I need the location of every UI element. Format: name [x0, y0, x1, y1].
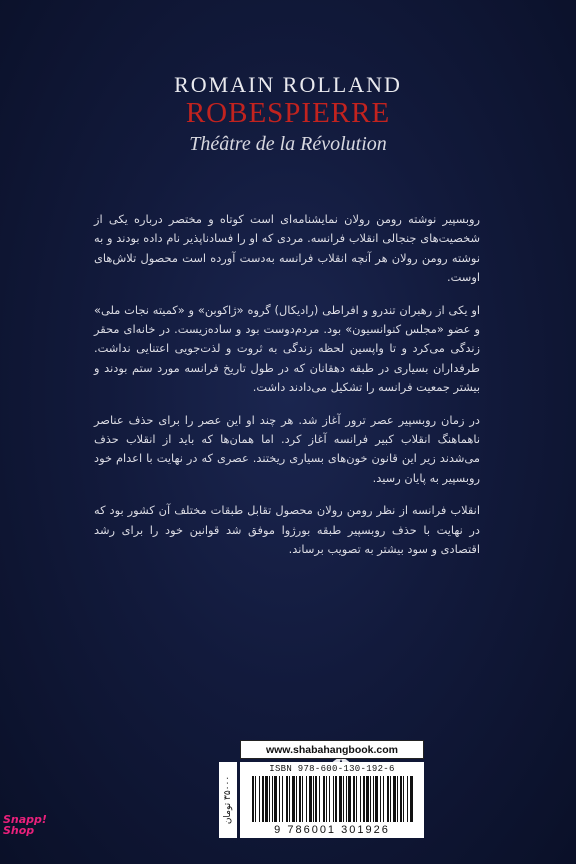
barcode-bar: [410, 776, 413, 822]
barcode-bar: [289, 776, 290, 822]
barcode-bar: [265, 776, 268, 822]
barcode-bar: [393, 776, 396, 822]
barcode-bar: [380, 776, 381, 822]
barcode-bar: [360, 776, 361, 822]
barcode-bar: [252, 776, 254, 822]
barcode-bar: [333, 776, 334, 822]
blurb-paragraph-4: انقلاب فرانسه از نظر رومن رولان محصول تقابل طبقات مختلف آن کشور بود که در نهایت با حذف روبسپیر طبقه بورژوا موفق شد قوانین خود را برای رشد اقتصادی و سود بیشتر به تصویب برساند.: [94, 503, 480, 557]
blurb-paragraph-3: در زمان روبسپیر عصر ترور آغاز شد. هر چند او این عصر را برای حذف عناصر ناهماهنگ انقلاب کبیر فرانسه آغاز کرد. اما همان‌ها که باید از انقلاب حذف می‌شدند زیر این قانون خون‌های بسیاری ریختند. عصری که در نهایت با اعدام خود روبسپیر به پایان رسید.: [94, 412, 480, 485]
barcode-bar: [343, 776, 344, 822]
barcode-bar: [296, 776, 297, 822]
barcode-bar: [366, 776, 369, 822]
barcode-bar: [407, 776, 408, 822]
blurb-paragraph-1: روبسپیر نوشته رومن رولان نمایشنامه‌ای است کوتاه و مختصر درباره یکی از شخصیت‌های جنجالی انقلاب فرانسه. مردی که او را فسادناپذیر نام داده بودند و به نوشته رومن رولان هر آنچه انقلاب فرانسه به‌دست آورده است محصول تلاش‌های اوست.: [94, 212, 480, 285]
barcode-bar: [269, 776, 270, 822]
barcode-bar: [319, 776, 320, 822]
watermark-line-2: Shop: [3, 824, 35, 837]
barcode-bar: [309, 776, 312, 822]
barcode-bar: [348, 776, 351, 822]
barcode-bar: [299, 776, 301, 822]
barcode-bar: [403, 776, 404, 822]
barcode-bar: [274, 776, 277, 822]
barcode-bar: [292, 776, 295, 822]
barcode-bar: [390, 776, 391, 822]
barcode-bar: [326, 776, 327, 822]
barcode-area: [240, 762, 424, 838]
barcode-bar: [282, 776, 283, 822]
blurb-text: [94, 210, 480, 573]
book-subtitle: Théâtre de la Révolution: [189, 133, 387, 155]
barcode-bar: [375, 776, 378, 822]
barcode-bar: [356, 776, 357, 822]
snapp-shop-watermark: [3, 814, 47, 836]
barcode-number: 9 786001 301926: [274, 824, 390, 836]
barcode-bar: [259, 776, 260, 822]
barcode-bar: [346, 776, 347, 822]
barcode-bar: [262, 776, 264, 822]
barcode-bar: [302, 776, 303, 822]
barcode-bar: [400, 776, 402, 822]
barcode-bar: [329, 776, 330, 822]
barcode-bar: [286, 776, 288, 822]
barcode-bar: [335, 776, 337, 822]
barcode-bar: [387, 776, 389, 822]
barcode-bar: [363, 776, 365, 822]
barcode-bar: [306, 776, 307, 822]
author-name: ROMAIN ROLLAND: [174, 72, 402, 97]
isbn-text: ISBN 978-600-130-192-6: [269, 764, 395, 774]
blurb-paragraph-2: او یکی از رهبران تندرو و افراطی (رادیکال) گروه «ژاکوبن» و «کمیته نجات ملی» و عضو «مجلس کنوانسیون» بود. مردم‌دوست بود و ساده‌زیست. در خانه‌ای محقر زندگی می‌کرد و تا واپسین لحظه زندگی به ثروت و لذت‌جویی اعتنایی نداشت. طرفداران بسیاری در طبقه دهقانان که در طول تاریخ فرانسه مورد ستم بودند و بیشتر جمعیت فرانسه را تشکیل می‌دادند داشت.: [94, 302, 480, 395]
barcode-bar: [373, 776, 374, 822]
barcode-bar: [353, 776, 355, 822]
barcode-bar: [272, 776, 273, 822]
barcode-bar: [255, 776, 256, 822]
website-url[interactable]: www.shabahangbook.com: [240, 740, 424, 759]
book-title: ROBESPIERRE: [185, 97, 391, 129]
barcode-bar: [315, 776, 317, 822]
barcode-bar: [383, 776, 384, 822]
watermark-line-1: Snapp!: [3, 813, 47, 826]
barcode-bar: [339, 776, 342, 822]
barcode-bar: [397, 776, 398, 822]
barcode-bar: [370, 776, 371, 822]
barcode-bar: [279, 776, 280, 822]
price-text: ۳۵۰۰۰ تومان: [223, 775, 233, 825]
price-label: [219, 762, 237, 838]
barcode-bar: [323, 776, 325, 822]
barcode-bar: [313, 776, 314, 822]
barcode-image: [250, 776, 414, 822]
